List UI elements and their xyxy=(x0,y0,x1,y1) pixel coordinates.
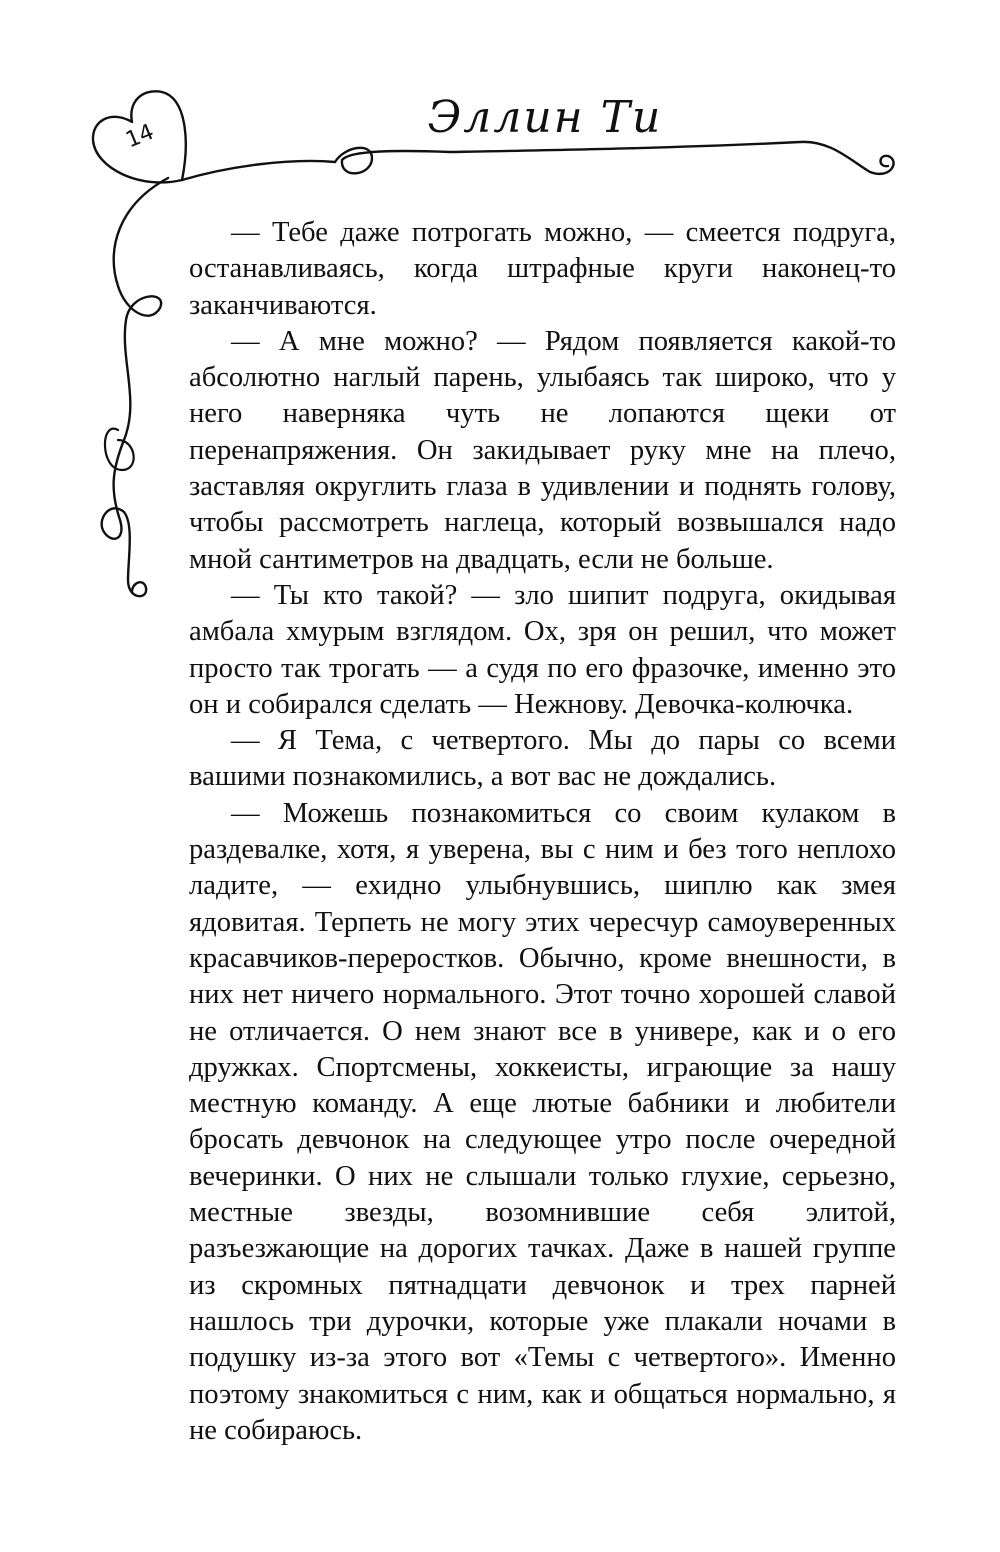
page-number: 14 xyxy=(122,119,158,154)
running-header-author: Эллин Ти xyxy=(427,92,663,143)
paragraph: — Я Тема, с четвертого. Мы до пары со всеми вашими познакомились, а вот вас не дождались. xyxy=(189,725,896,793)
body-text xyxy=(189,215,896,1449)
top-vine-line xyxy=(182,142,894,180)
paragraph: — Можешь познакомиться со своим кулаком в раздевалке, хотя, я уверена, вы с ним и без того неплохо ладите, — ехидно улыбнувшись, шиплю как змея ядовитая. Терпеть не могу этих чересчур самоуверенных красавчиков-переростков. Обычно, кроме внешности, в них нет ничего нормального. Этот точно хорошей славой не отличается. О нем знают все в универе, как и о его дружках. Спортсмены, хоккеисты, играющие за нашу местную команду. А еще лютые бабники и любители бросать девчонок на следующее утро после очередной вечеринки. О них не слышали только глухие, серьезно, местные звезды, возомнившие себя элитой, разъезжающие на дорогих тачках. Даже в нашей группе из скромных пятнадцати девчонок и трех парней нашлось три дурочки, которые уже плакали ночами в подушку из-за этого вот «Темы с четвертого». Именно поэтому знакомиться с ним, как и общаться нормально, я не собираюсь. xyxy=(189,797,896,1446)
paragraph: — Ты кто такой? — зло шипит подруга, окидывая амбала хмурым взглядом. Ох, зря он решил, что может просто так трогать — а судя по его фразочке, именно это он и собирался сделать — Нежнову. Девочка-колючка. xyxy=(189,579,896,720)
paragraph: — А мне можно? — Рядом появляется какой-то абсолютно наглый парень, улыбаясь так широко, что у него наверняка чуть не лопаются щеки от перенапряжения. Он закидывает руку мне на плечо, заставляя округлить глаза в удивлении и поднять голову, чтобы рассмотреть наглеца, который возвышался надо мной сантиметров на двадцать, если не больше. xyxy=(189,325,896,575)
paragraph: — Тебе даже потрогать можно, — смеется подруга, останавливаясь, когда штрафные круги наконец-то заканчиваются. xyxy=(189,217,896,321)
left-vine-line xyxy=(102,178,168,596)
